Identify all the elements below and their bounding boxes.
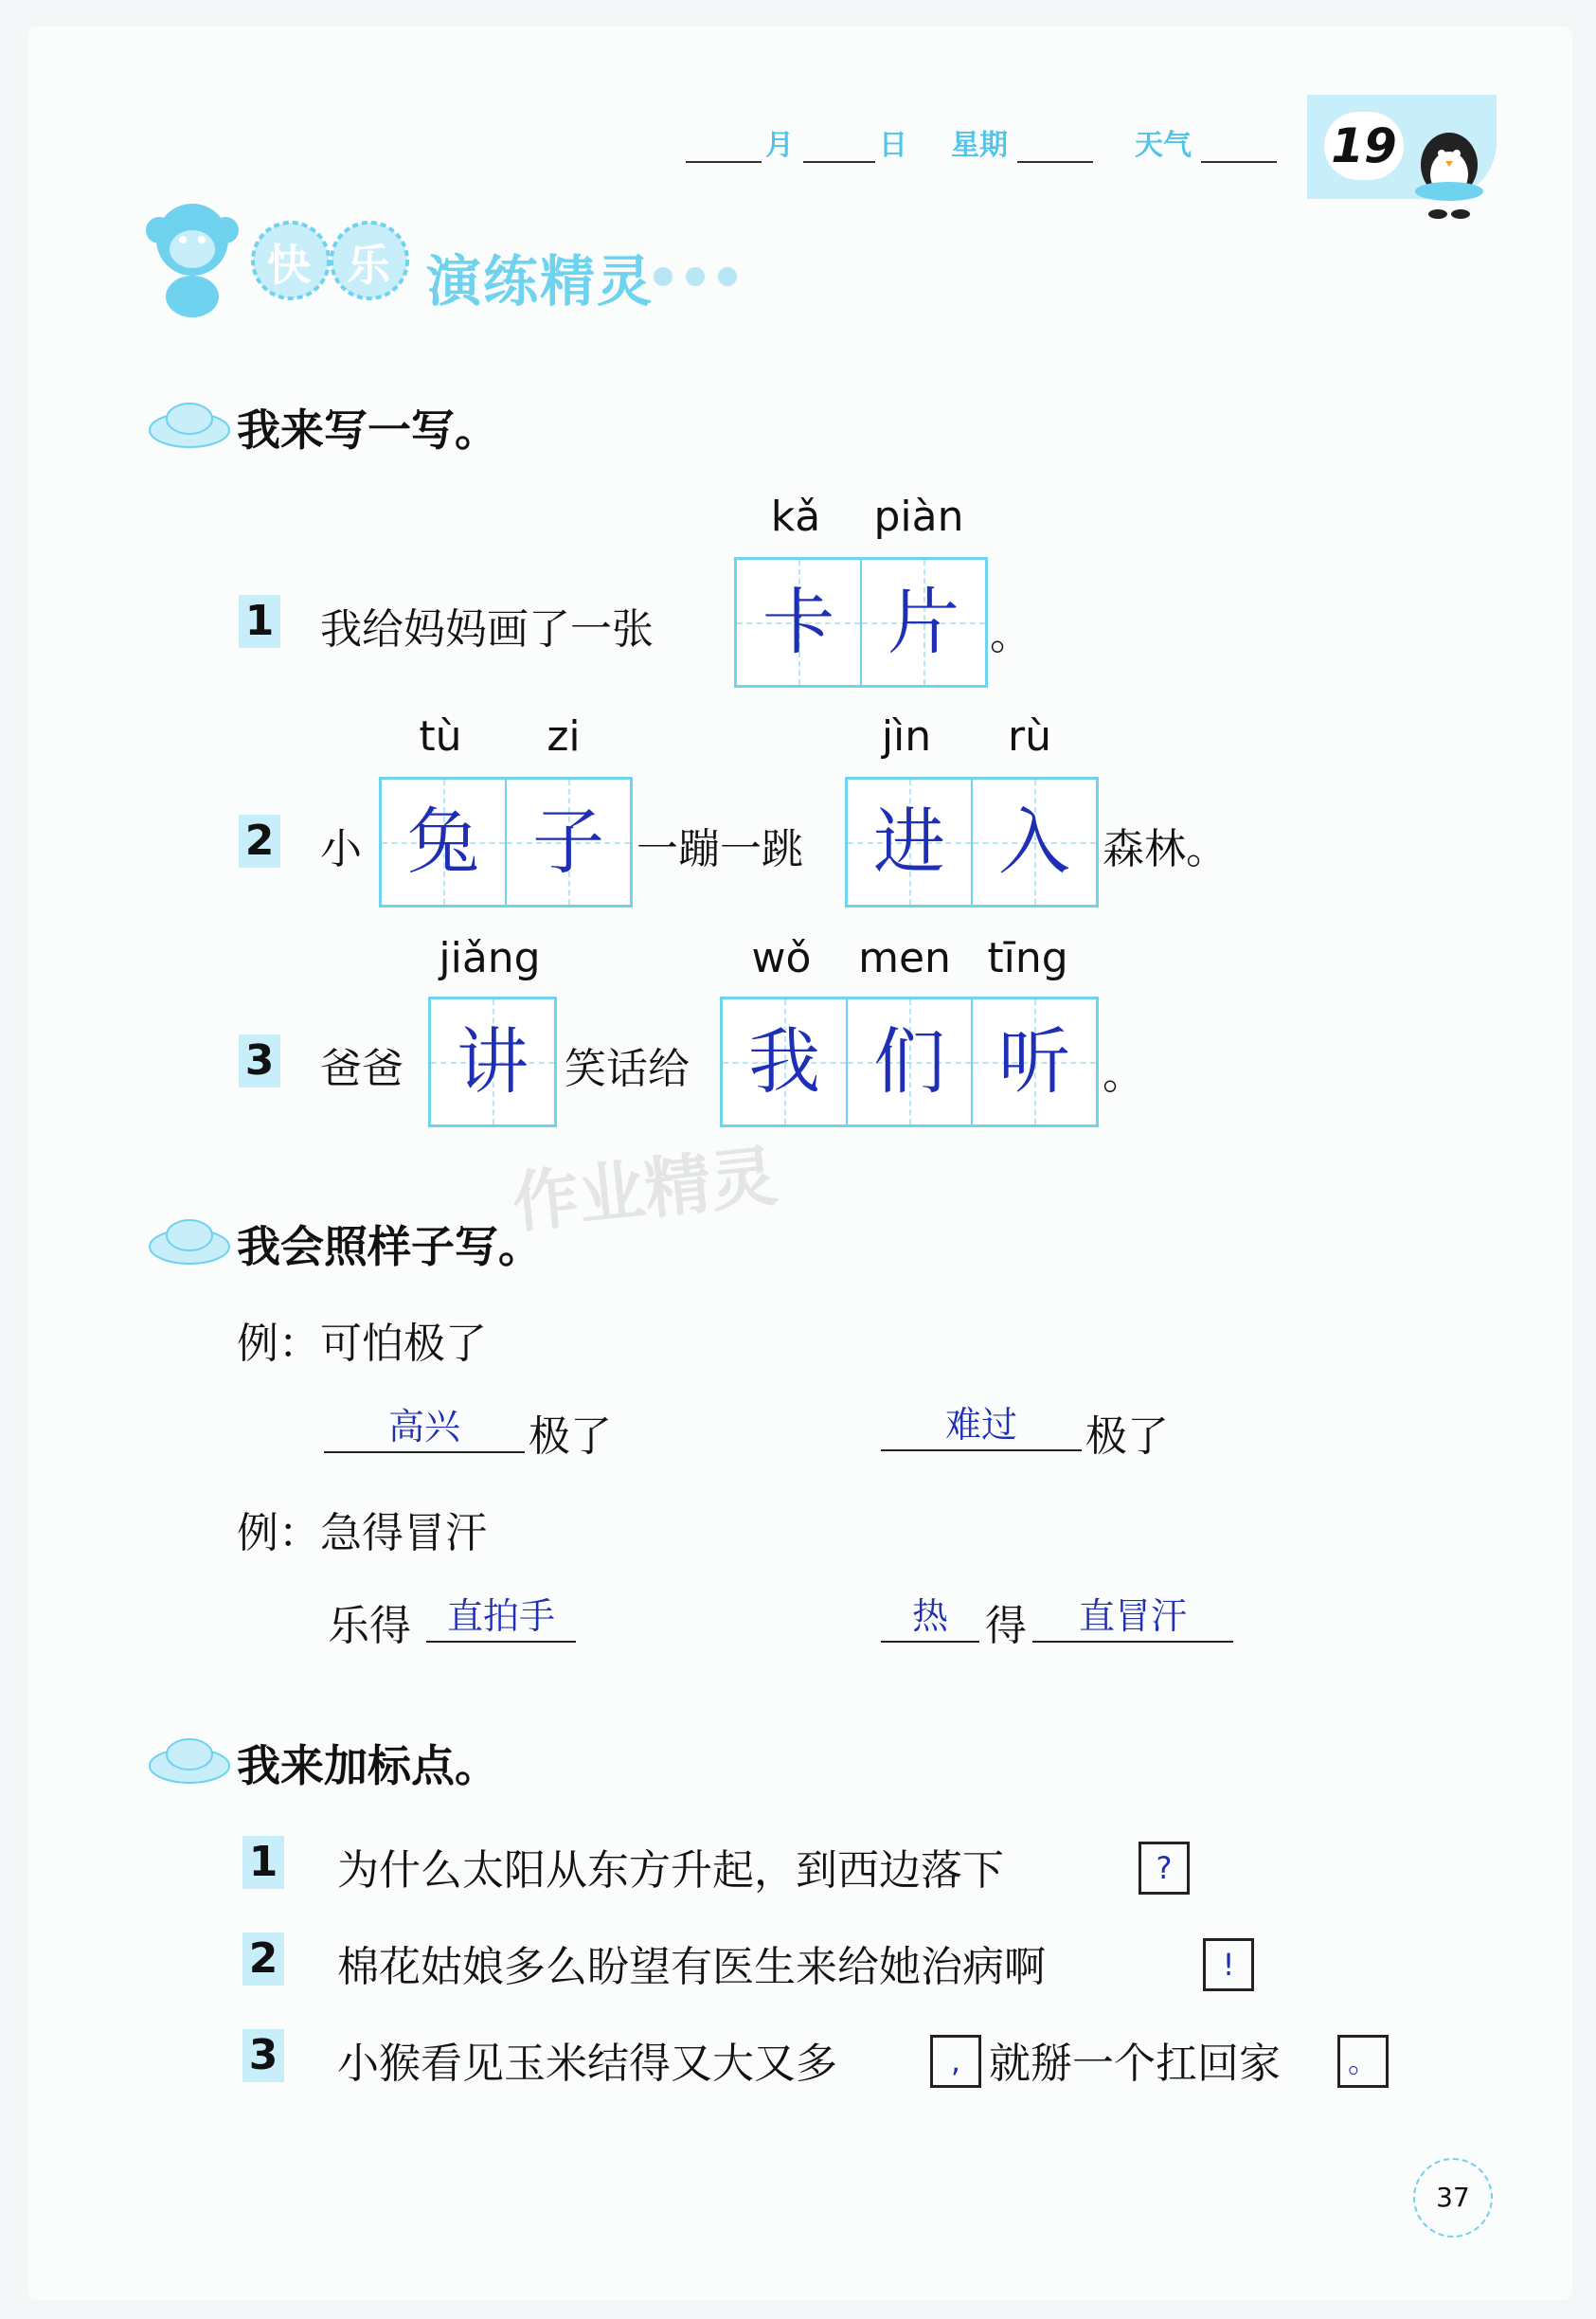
penguin-icon — [1411, 117, 1487, 222]
answer-blank[interactable]: 热 — [881, 1595, 979, 1643]
writing-cell[interactable] — [973, 999, 1096, 1124]
weekday-label: 星期 — [951, 129, 1008, 162]
writing-grid — [734, 557, 988, 688]
suffix-text: 极了 — [1085, 1412, 1169, 1461]
answer-char: 入 — [998, 800, 1070, 884]
answer-blank[interactable]: 难过 — [881, 1404, 1082, 1451]
writing-cell[interactable] — [382, 780, 507, 905]
writing-cell[interactable] — [737, 560, 862, 685]
pinyin: piàn — [873, 493, 964, 541]
item-number: 2 — [239, 815, 280, 868]
writing-cell[interactable] — [862, 560, 985, 685]
punctuation-box[interactable]: 。 — [1337, 2035, 1389, 2088]
punctuation-sentence: 棉花姑娘多么盼望有医生来给她治病啊 — [337, 1943, 1046, 1991]
sentence-prefix: 小 — [320, 825, 362, 873]
section3-title: 我来加标点。 — [237, 1740, 498, 1791]
prefix-text: 乐得 — [328, 1602, 411, 1650]
pinyin: tīng — [987, 934, 1068, 982]
writing-cell[interactable] — [973, 780, 1096, 905]
writing-cell[interactable] — [723, 999, 848, 1124]
banner-text: 演练精灵 — [426, 249, 655, 314]
punctuation-sentence: 就掰一个扛回家 — [989, 2040, 1281, 2088]
punctuation-sentence: 小猴看见玉米结得又大又多 — [337, 2040, 837, 2088]
cloud-icon — [147, 398, 232, 451]
answer-char: 听 — [998, 1019, 1070, 1104]
pinyin: jiǎng — [439, 934, 541, 982]
writing-grid — [845, 777, 1099, 908]
banner-dots — [654, 267, 750, 290]
sentence-middle: 一蹦一跳 — [637, 825, 803, 873]
punctuation-box[interactable]: ? — [1139, 1842, 1190, 1895]
sentence-prefix: 爸爸 — [320, 1045, 403, 1093]
lesson-number: 19 — [1324, 112, 1404, 180]
watermark: 作业精灵 — [509, 1137, 781, 1243]
day-blank[interactable] — [803, 129, 875, 163]
pinyin: wǒ — [751, 934, 812, 982]
item-number: 1 — [242, 1836, 284, 1889]
example-1: 例：可怕极了 — [237, 1320, 487, 1368]
suffix-text: 极了 — [529, 1412, 612, 1461]
cloud-icon — [147, 1734, 232, 1787]
answer-blank[interactable]: 直冒汗 — [1032, 1595, 1233, 1643]
date-row — [682, 121, 1281, 163]
writing-cell[interactable] — [848, 780, 973, 905]
banner-badge-2: 乐 — [347, 240, 390, 291]
page-number: 37 — [1413, 2158, 1493, 2238]
punctuation-box[interactable]: , — [930, 2035, 981, 2088]
item-number: 1 — [239, 595, 280, 648]
section1-title: 我来写一写。 — [237, 404, 498, 456]
item-number: 3 — [239, 1034, 280, 1088]
item-number: 3 — [242, 2029, 284, 2082]
writing-cell[interactable] — [848, 999, 973, 1124]
cloud-icon — [147, 1214, 232, 1267]
middle-text: 得 — [985, 1602, 1027, 1650]
answer-char: 们 — [873, 1019, 945, 1104]
banner-badge-1: 快 — [267, 240, 311, 291]
sentence-suffix: 。 — [990, 611, 1031, 659]
example-2: 例：急得冒汗 — [237, 1509, 487, 1557]
pinyin: tù — [419, 712, 462, 761]
monkey-icon — [140, 197, 244, 320]
punctuation-box[interactable]: ! — [1203, 1938, 1254, 1991]
answer-char: 兔 — [407, 800, 479, 884]
writing-grid — [720, 997, 1099, 1127]
weather-blank[interactable] — [1201, 129, 1277, 163]
writing-cell[interactable] — [431, 999, 554, 1124]
writing-grid — [379, 777, 633, 908]
month-label: 月 — [765, 129, 794, 162]
answer-char: 讲 — [457, 1019, 529, 1104]
answer-char: 进 — [873, 800, 945, 884]
pinyin: men — [858, 934, 951, 982]
weather-label: 天气 — [1135, 129, 1192, 162]
punctuation-sentence: 为什么太阳从东方升起，到西边落下 — [337, 1846, 1004, 1895]
sentence-suffix: 森林。 — [1103, 825, 1228, 873]
answer-blank[interactable]: 直拍手 — [426, 1595, 576, 1643]
answer-blank[interactable]: 高兴 — [324, 1406, 525, 1453]
answer-char: 我 — [748, 1019, 820, 1104]
answer-char: 卡 — [762, 580, 834, 664]
pinyin: kǎ — [770, 493, 821, 541]
answer-char: 片 — [888, 580, 959, 664]
section2-title: 我会照样子写。 — [237, 1221, 542, 1272]
sentence-middle: 笑话给 — [565, 1045, 690, 1093]
writing-cell[interactable] — [507, 780, 630, 905]
weekday-blank[interactable] — [1017, 129, 1093, 163]
sentence-suffix: 。 — [1103, 1051, 1144, 1099]
writing-grid — [428, 997, 557, 1127]
sentence-prefix: 我给妈妈画了一张 — [320, 605, 654, 654]
pinyin: jìn — [881, 712, 932, 761]
answer-char: 子 — [532, 800, 604, 884]
pinyin: rù — [1008, 712, 1051, 761]
pinyin: zi — [547, 712, 581, 761]
item-number: 2 — [242, 1932, 284, 1986]
month-blank[interactable] — [686, 129, 762, 163]
day-label: 日 — [879, 129, 907, 162]
